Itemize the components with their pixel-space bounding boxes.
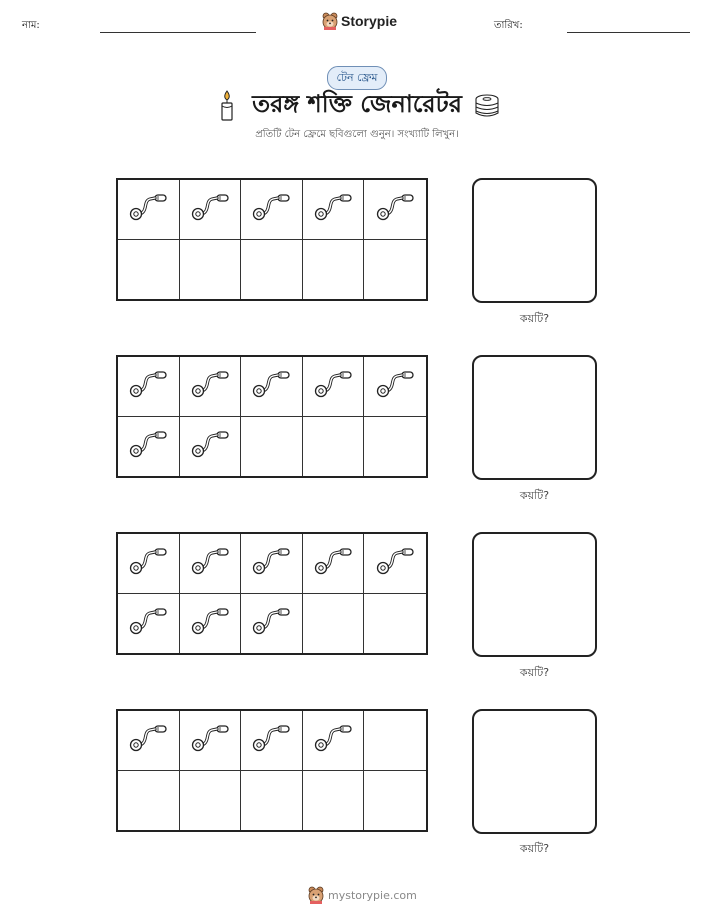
crank-handle-icon bbox=[128, 429, 168, 463]
frame-cell bbox=[180, 417, 242, 477]
worksheet-title: তরঙ্গ শক্তি জেনারেটর bbox=[252, 90, 462, 118]
answer-prompt-3: কয়টি? bbox=[519, 666, 550, 679]
footer-url[interactable]: mystorypie.com bbox=[328, 888, 417, 902]
frame-cell bbox=[118, 711, 180, 771]
crank-handle-icon bbox=[313, 369, 353, 403]
date-label: তারিখ: bbox=[494, 20, 523, 31]
crank-handle-icon bbox=[128, 369, 168, 403]
crank-handle-icon bbox=[128, 606, 168, 640]
frame-cell bbox=[241, 594, 303, 654]
frame-cell bbox=[364, 711, 426, 771]
crank-handle-icon bbox=[190, 723, 230, 757]
crank-handle-icon bbox=[128, 723, 168, 757]
frame-cell bbox=[118, 594, 180, 654]
frame-cell bbox=[364, 771, 426, 831]
frame-cell bbox=[303, 771, 365, 831]
frame-cell bbox=[180, 534, 242, 594]
bear-icon bbox=[322, 12, 338, 30]
answer-box-2[interactable] bbox=[472, 355, 597, 480]
frame-cell bbox=[180, 594, 242, 654]
crank-handle-icon bbox=[375, 369, 415, 403]
crank-handle-icon bbox=[375, 546, 415, 580]
frame-cell bbox=[303, 711, 365, 771]
frame-cell bbox=[241, 534, 303, 594]
date-line[interactable] bbox=[567, 32, 690, 33]
frame-cell bbox=[180, 240, 242, 300]
crank-handle-icon bbox=[251, 369, 291, 403]
answer-prompt-4: কয়টি? bbox=[519, 842, 550, 855]
frame-cell bbox=[118, 417, 180, 477]
frame-cell bbox=[303, 417, 365, 477]
crank-handle-icon bbox=[190, 546, 230, 580]
frame-cell bbox=[241, 417, 303, 477]
crank-handle-icon bbox=[251, 546, 291, 580]
crank-handle-icon bbox=[375, 192, 415, 226]
frame-cell bbox=[364, 594, 426, 654]
name-label: নাম: bbox=[22, 20, 40, 31]
answer-box-1[interactable] bbox=[472, 178, 597, 303]
crank-handle-icon bbox=[251, 606, 291, 640]
crank-handle-icon bbox=[313, 546, 353, 580]
ten-frame-1 bbox=[116, 178, 428, 301]
ten-frame-4 bbox=[116, 709, 428, 832]
frame-cell bbox=[303, 240, 365, 300]
crank-handle-icon bbox=[128, 546, 168, 580]
answer-box-3[interactable] bbox=[472, 532, 597, 657]
bear-icon bbox=[308, 886, 324, 904]
frame-cell bbox=[364, 417, 426, 477]
crank-handle-icon bbox=[313, 723, 353, 757]
crank-handle-icon bbox=[190, 429, 230, 463]
coil-icon bbox=[474, 93, 500, 119]
frame-cell bbox=[241, 771, 303, 831]
answer-prompt-2: কয়টি? bbox=[519, 489, 550, 502]
crank-handle-icon bbox=[190, 606, 230, 640]
frame-cell bbox=[180, 711, 242, 771]
frame-cell bbox=[364, 534, 426, 594]
crank-handle-icon bbox=[128, 192, 168, 226]
frame-cell bbox=[118, 357, 180, 417]
frame-cell bbox=[303, 594, 365, 654]
crank-handle-icon bbox=[313, 192, 353, 226]
instructions: প্রতিটি টেন ফ্রেমে ছবিগুলো গুনুন। সংখ্যাটি লিখুন। bbox=[255, 129, 459, 140]
crank-handle-icon bbox=[190, 369, 230, 403]
frame-cell bbox=[303, 180, 365, 240]
frame-cell bbox=[364, 357, 426, 417]
frame-cell bbox=[303, 534, 365, 594]
frame-cell bbox=[241, 240, 303, 300]
brand-name: Storypie bbox=[341, 13, 398, 29]
frame-cell bbox=[180, 357, 242, 417]
ten-frame-2 bbox=[116, 355, 428, 478]
frame-cell bbox=[303, 357, 365, 417]
frame-cell bbox=[241, 711, 303, 771]
crank-handle-icon bbox=[190, 192, 230, 226]
frame-cell bbox=[241, 180, 303, 240]
frame-cell bbox=[180, 180, 242, 240]
answer-prompt-1: কয়টি? bbox=[519, 312, 550, 325]
frame-cell bbox=[364, 180, 426, 240]
frame-cell bbox=[364, 240, 426, 300]
frame-cell bbox=[118, 534, 180, 594]
crank-handle-icon bbox=[251, 723, 291, 757]
brand-logo bbox=[322, 12, 397, 30]
crank-handle-icon bbox=[251, 192, 291, 226]
frame-cell bbox=[118, 240, 180, 300]
topic-badge: টেন ফ্রেম bbox=[327, 66, 387, 90]
frame-cell bbox=[118, 771, 180, 831]
frame-cell bbox=[118, 180, 180, 240]
ten-frame-3 bbox=[116, 532, 428, 655]
answer-box-4[interactable] bbox=[472, 709, 597, 834]
footer bbox=[308, 886, 417, 904]
name-line[interactable] bbox=[100, 32, 256, 33]
frame-cell bbox=[241, 357, 303, 417]
frame-cell bbox=[180, 771, 242, 831]
